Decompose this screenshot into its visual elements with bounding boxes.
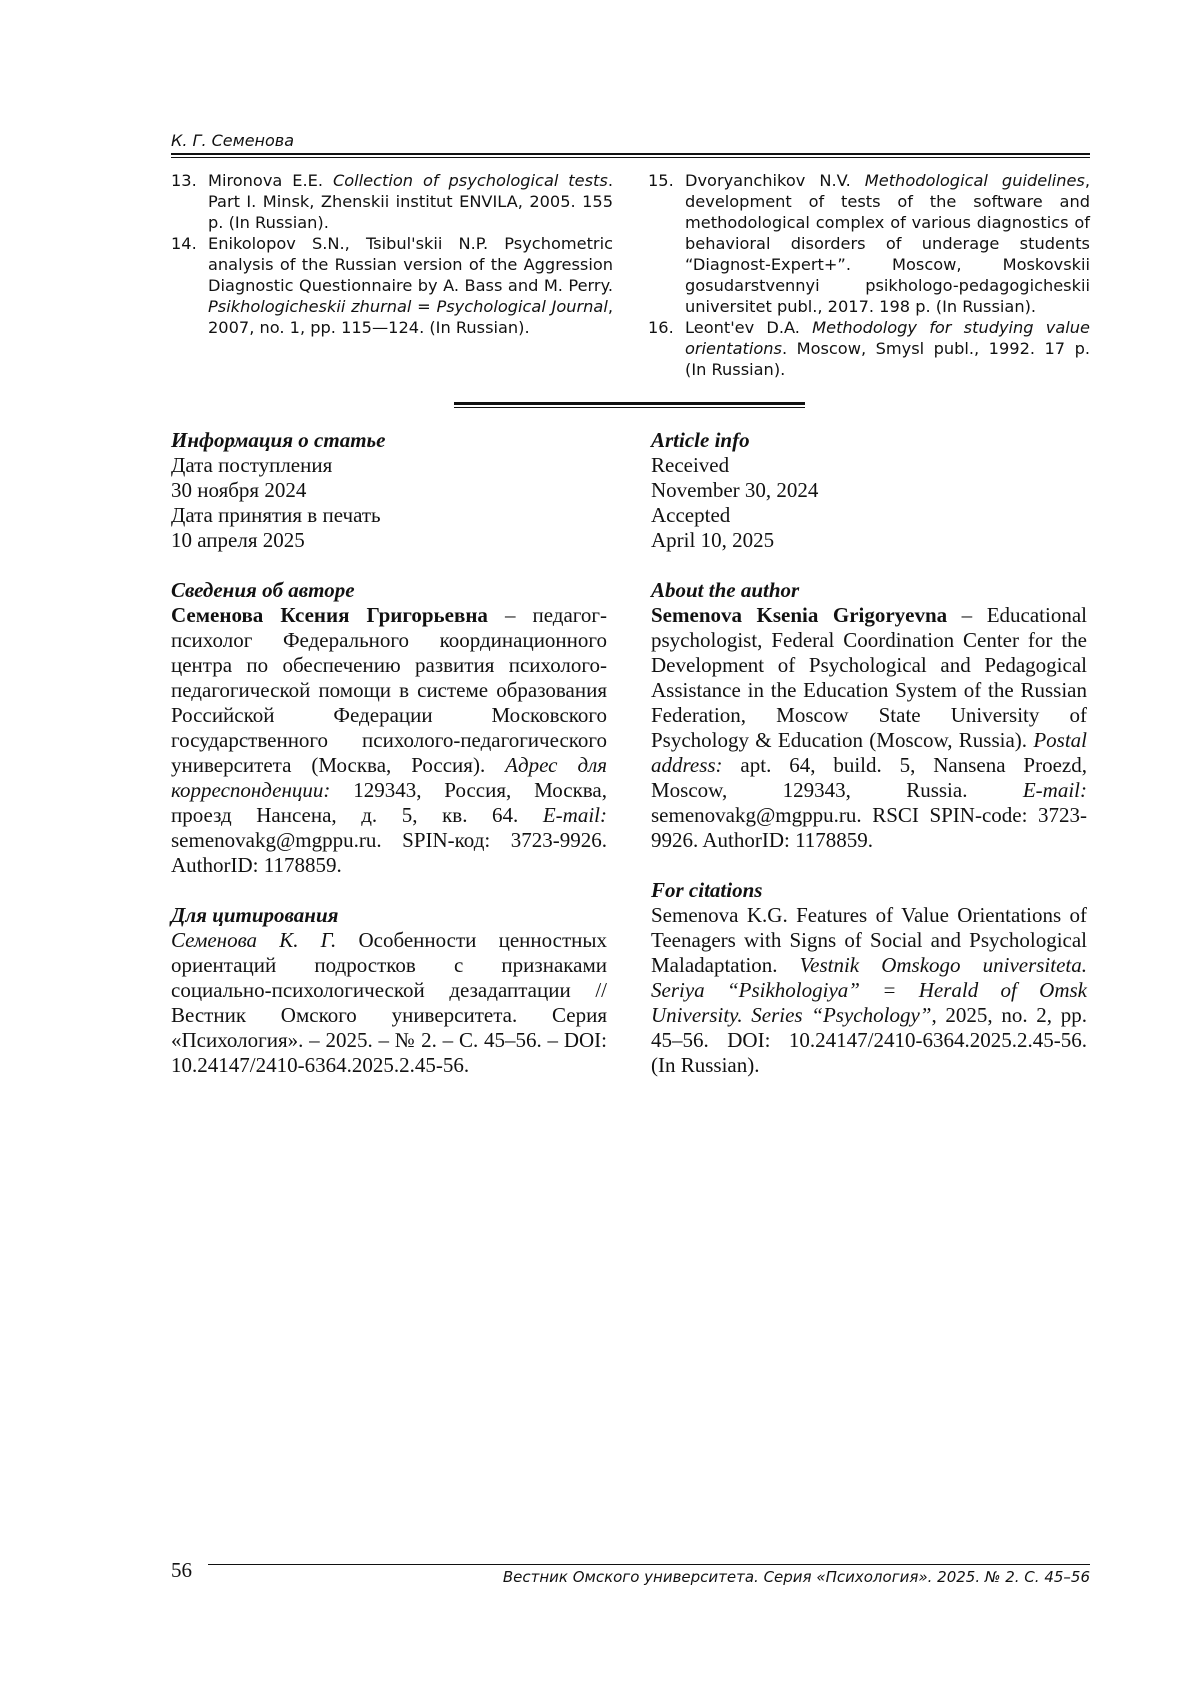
author-name: Семенова Ксения Григорьевна bbox=[171, 603, 488, 627]
article-info-ru bbox=[171, 428, 607, 553]
references-right-column bbox=[648, 170, 1090, 380]
reference-number: 16. bbox=[648, 318, 674, 337]
footer-journal-title: Вестник Омского университета. Серия «Психология». 2025. № 2. С. 45–56 bbox=[502, 1568, 1090, 1586]
reference-text: Leont'ev D.A. Methodology for studying value orientations. Moscow, Smysl publ., 1992. 17 p. (In Russian). bbox=[685, 318, 1090, 379]
accepted-label: Accepted bbox=[651, 503, 731, 527]
reference-text: Enikolopov S.N., Tsibul'skii N.P. Psychometric analysis of the Russian version of the Aggression Diagnostic Questionnaire by A. Bass and M. Perry. Psikhologicheskii zhurnal = Psychological Journal, 2007, no. 1, pp. 115—124. (In Russian). bbox=[208, 234, 613, 337]
reference-text: Dvoryanchikov N.V. Methodological guidelines, development of tests of the software and methodological complex of various diagnostics of behavioral disorders of underage students “Diagnost-Expert+”. Moscow, Moskovskii gosudarstvennyi psikhologo-pedagogicheskii universitet publ., 2017. 198 p. (In Russian). bbox=[685, 171, 1090, 316]
accepted-label: Дата принятия в печать bbox=[171, 503, 381, 527]
reference-text: Mironova E.E. Collection of psychological tests. Part I. Minsk, Zhenskii institut ENVILA, 2005. 155 p. (In Russian). bbox=[208, 171, 613, 232]
received-label: Received bbox=[651, 453, 730, 477]
about-author-ru bbox=[171, 578, 607, 878]
reference-item bbox=[648, 170, 1090, 317]
citation-text: Semenova K.G. Features of Value Orientations of Teenagers with Signs of Social and Psychological Maladaptation. Vestnik Omskogo universiteta. Seriya “Psikhologiya” = Herald of Omsk University. Series “Psychology”, 2025, no. 2, pp. 45–56. DOI: 10.24147/2410-6364.2025.2.45-56. (In Russian). bbox=[651, 903, 1088, 1077]
section-heading: Для цитирования bbox=[171, 903, 339, 927]
section-heading: Сведения об авторе bbox=[171, 578, 355, 602]
citation-ru bbox=[171, 903, 607, 1078]
section-separator bbox=[454, 402, 805, 405]
russian-info-column bbox=[171, 428, 607, 1103]
received-date: November 30, 2024 bbox=[651, 478, 819, 502]
author-name: Semenova Ksenia Grigoryevna bbox=[651, 603, 948, 627]
header-rule-thin bbox=[171, 157, 1090, 158]
section-heading: Информация о статье bbox=[171, 428, 386, 452]
about-author-en bbox=[651, 578, 1087, 853]
accepted-date: 10 апреля 2025 bbox=[171, 528, 305, 552]
reference-item bbox=[648, 317, 1090, 380]
author-bio: Семенова Ксения Григорьевна – педагог-психолог Федерального координационного центра по обеспечению развития психолого-педагогической помощи в системе образования Российской Федерации Московского государственного психолого-педагогического университета (Москва, Россия). Адрес для корреспонденции: 129343, Россия, Москва, проезд Нансена, д. 5, кв. 64. E-mail: semenovakg@mgppu.ru. SPIN-код: 3723-9926. AuthorID: 1178859. bbox=[171, 603, 607, 877]
citation-text: Семенова К. Г. Особенности ценностных ориентаций подростков с признаками социально-психологической дезадаптации // Вестник Омского университета. Серия «Психология». – 2025. – № 2. – С. 45–56. – DOI: 10.24147/2410-6364.2025.2.45-56. bbox=[171, 928, 608, 1077]
author-bio: Semenova Ksenia Grigoryevna – Educational psychologist, Federal Coordination Center for the Development of Psychological and Pedagogical Assistance in the Education System of the Russian Federation, Moscow State University of Psychology & Education (Moscow, Russia). Postal address: apt. 64, build. 5, Nansena Proezd, Moscow, 129343, Russia. E-mail: semenovakg@mgppu.ru. RSCI SPIN-code: 3723-9926. AuthorID: 1178859. bbox=[651, 603, 1087, 852]
reference-item bbox=[171, 170, 613, 233]
author-email: semenovakg@mgppu.ru. RSCI SPIN-code: 3723-9926. AuthorID: 1178859. bbox=[651, 803, 1087, 852]
english-info-column bbox=[651, 428, 1087, 1103]
section-heading: About the author bbox=[651, 578, 800, 602]
accepted-date: April 10, 2025 bbox=[651, 528, 775, 552]
received-date: 30 ноября 2024 bbox=[171, 478, 307, 502]
received-label: Дата поступления bbox=[171, 453, 333, 477]
section-separator-thin bbox=[454, 407, 805, 408]
footer-rule bbox=[208, 1564, 1090, 1565]
section-heading: For citations bbox=[651, 878, 763, 902]
reference-number: 13. bbox=[171, 171, 197, 190]
reference-number: 14. bbox=[171, 234, 197, 253]
author-email: semenovakg@mgppu.ru. SPIN-код: 3723-9926. AuthorID: 1178859. bbox=[171, 828, 607, 877]
citation-en bbox=[651, 878, 1087, 1078]
article-info-en bbox=[651, 428, 1087, 553]
page-number: 56 bbox=[171, 1558, 192, 1582]
section-heading: Article info bbox=[651, 428, 750, 452]
reference-item bbox=[171, 233, 613, 338]
running-head-author: К. Г. Семенова bbox=[171, 131, 295, 150]
references-left-column bbox=[171, 170, 613, 338]
header-rule bbox=[171, 153, 1090, 155]
reference-number: 15. bbox=[648, 171, 674, 190]
